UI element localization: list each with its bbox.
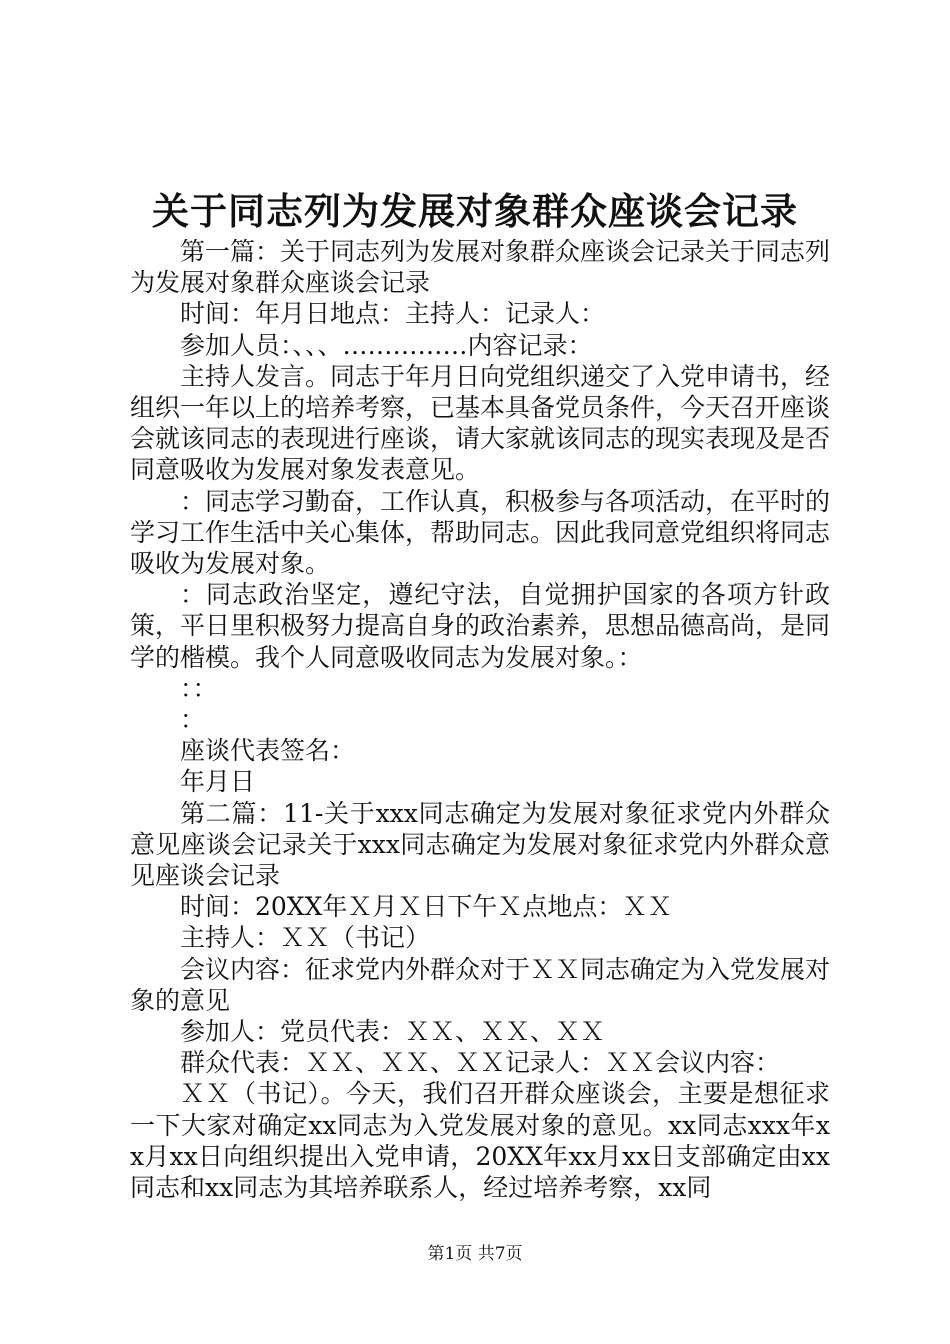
document-title: 关于同志列为发展对象群众座谈会记录 xyxy=(152,189,798,233)
paragraph: 时间：年月日地点：主持人：记录人： xyxy=(180,299,606,329)
paragraph: ＸＸ（书记）。今天，我们召开群众座谈会，主要是想征求一下大家对确定xx同志为入党发展对象的意见。xx同志xxx年xx月xx日向组织提出入党申请，20XX年xx月xx日支部确定由xx同志和xx同志为其培养联系人，经过培养考察，xx同 xyxy=(130,1079,830,1203)
paragraph: ： xyxy=(180,705,206,735)
paragraph: 会议内容：征求党内外群众对于ＸＸ同志确定为入党发展对象的意见 xyxy=(130,954,831,1015)
document-body xyxy=(130,236,830,1203)
paragraph: 时间：20XX年Ｘ月Ｘ日下午Ｘ点地点：ＸＸ xyxy=(180,892,673,922)
paragraph: 主持人：ＸＸ（书记） xyxy=(180,923,431,953)
paragraph: ：同志政治坚定，遵纪守法，自觉拥护国家的各项方针政策，平日里积极努力提高自身的政治素养，思想品德高尚，是同学的楷模。我个人同意吸收同志为发展对象。： xyxy=(130,580,831,672)
paragraph: 参加人：党员代表：ＸＸ、ＸＸ、ＸＸ xyxy=(180,1017,606,1047)
paragraph: 第二篇：11-关于xxx同志确定为发展对象征求党内外群众意见座谈会记录关于xxx同志确定为发展对象征求党内外群众意见座谈会记录 xyxy=(130,798,830,891)
page-number-footer: 第1页 共7页 xyxy=(427,1244,523,1264)
paragraph: 参加人员：、、、……………内容记录： xyxy=(180,330,593,360)
paragraph: ：同志学习勤奋，工作认真，积极参与各项活动，在平时的学习工作生活中关心集体，帮助同志。因此我同意党组织将同志吸收为发展对象。 xyxy=(130,486,831,579)
paragraph: ：： xyxy=(180,673,218,703)
paragraph: 群众代表：ＸＸ、ＸＸ、ＸＸ记录人：ＸＸ会议内容： xyxy=(180,1048,781,1078)
paragraph: 主持人发言。同志于年月日向党组织递交了入党申请书，经组织一年以上的培养考察，已基本具备党员条件，今天召开座谈会就该同志的表现进行座谈，请大家就该同志的现实表现及是否同意吸收为发展对象发表意见。 xyxy=(130,361,831,485)
paragraph: 第一篇：关于同志列为发展对象群众座谈会记录关于同志列为发展对象群众座谈会记录 xyxy=(130,237,831,298)
paragraph: 年月日 xyxy=(180,767,256,797)
paragraph: 座谈代表签名： xyxy=(180,736,356,766)
